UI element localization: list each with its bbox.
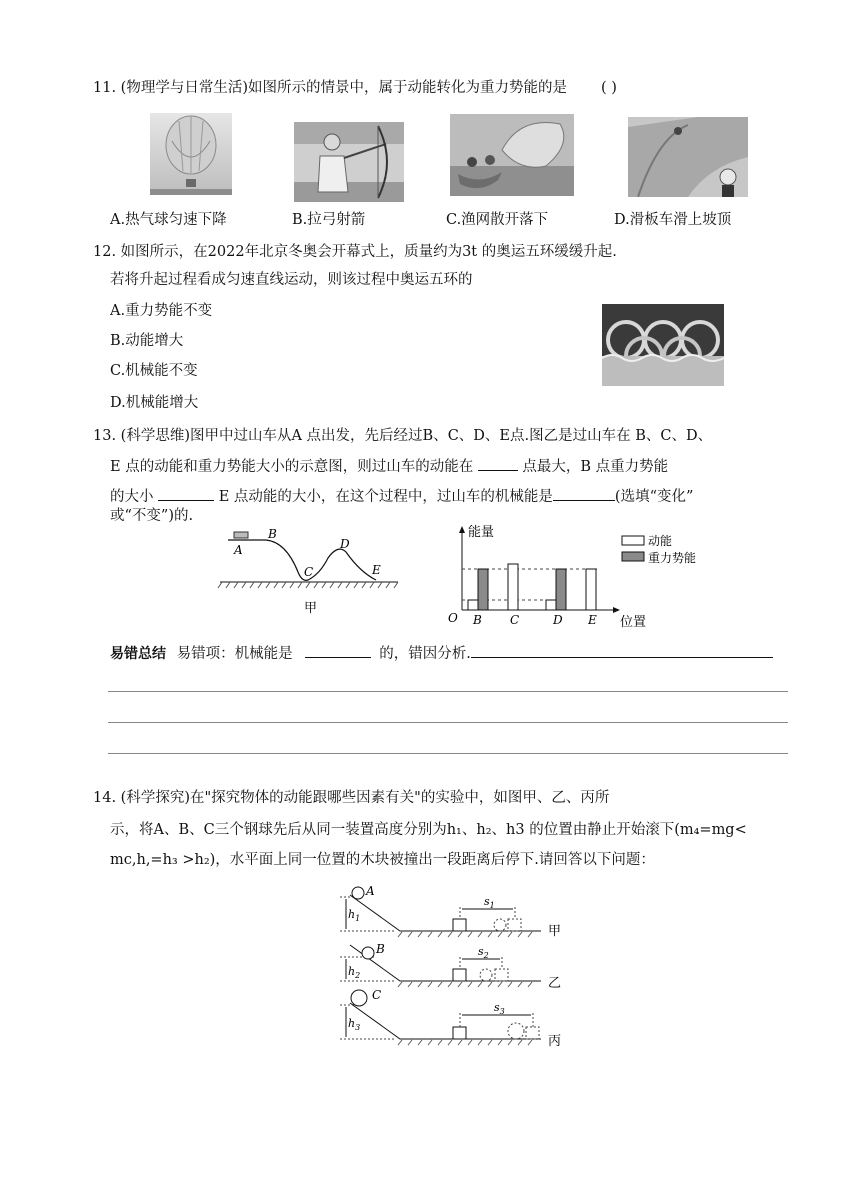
experiment-row-a bbox=[340, 885, 561, 939]
bar-d-kinetic bbox=[546, 600, 556, 610]
q14-stem-line2: 示，将A、B、C三个钢球先后从同一装置高度分别为h₁、h₂、h3 的位置由静止开始滚下(m₄=mg< bbox=[110, 822, 747, 838]
experiment-row-c bbox=[340, 988, 561, 1049]
q14-stem-line3: mc,h,=h₃ >h₂)，水平面上同一位置的木块被撞出一段距离后停下.请回答以下问题： bbox=[110, 852, 655, 868]
tick-d: D bbox=[553, 613, 563, 627]
bar-c-kinetic bbox=[508, 564, 518, 610]
q13-stem-line3: 的大小 E 点动能的大小，在这个过程中，过山车的机械能是 (选填“变化” bbox=[110, 486, 693, 507]
svg-text:h1: $h_1$ bbox=[348, 908, 361, 923]
legend-kinetic: 动能 bbox=[648, 534, 673, 548]
answer-line-2[interactable] bbox=[108, 722, 788, 723]
q12-option-a: A.重力势能不变 bbox=[110, 303, 213, 319]
bar-b-kinetic bbox=[468, 600, 478, 610]
q13-stem-line1: 13. (科学思维)图甲中过山车从A 点出发，先后经过B、C、D、E点.图乙是过山车在 B、C、D、 bbox=[93, 428, 713, 444]
origin-label: O bbox=[448, 611, 458, 625]
svg-text:s1: $s_1$ bbox=[484, 895, 495, 910]
q11-option-b: B.拉弓射箭 bbox=[292, 212, 366, 228]
svg-text:B: B bbox=[376, 942, 385, 956]
q13-stem-line4: 或“不变”)的. bbox=[110, 508, 194, 524]
answer-blank-2[interactable] bbox=[158, 486, 214, 501]
svg-text:s2: $s_2$ bbox=[478, 945, 489, 960]
point-c-label: C bbox=[304, 565, 314, 579]
legend-potential: 重力势能 bbox=[648, 551, 697, 565]
mistake-summary-title: 易错总结 bbox=[110, 646, 166, 662]
answer-line-1[interactable] bbox=[108, 691, 788, 692]
svg-text:h2: $h_2$ bbox=[348, 965, 361, 980]
figure-a-caption: 甲 bbox=[304, 601, 318, 616]
mistake-blank-1[interactable] bbox=[305, 643, 371, 658]
hot-air-balloon-photo bbox=[150, 113, 232, 195]
q14-stem-line1: 14. (科学探究)在"探究物体的动能跟哪些因素有关"的实验中，如图甲、乙、丙所 bbox=[93, 790, 610, 806]
answer-line-3[interactable] bbox=[108, 753, 788, 754]
point-a-label: A bbox=[234, 543, 243, 557]
svg-text:丙: 丙 bbox=[548, 1034, 562, 1049]
bar-e-kinetic bbox=[586, 569, 596, 610]
energy-bar-figure bbox=[440, 522, 700, 630]
bar-d-potential bbox=[556, 569, 566, 610]
svg-text:甲: 甲 bbox=[548, 924, 562, 939]
ramp-experiment-figure bbox=[336, 885, 576, 1051]
tick-b: B bbox=[473, 613, 482, 627]
svg-text:h3: $h_3$ bbox=[348, 1017, 361, 1032]
point-e-label: E bbox=[372, 563, 381, 577]
answer-blank-1[interactable] bbox=[478, 456, 518, 471]
olympic-rings-photo bbox=[602, 304, 724, 386]
bar-b-potential bbox=[478, 569, 488, 610]
q11-option-c: C.渔网散开落下 bbox=[446, 212, 549, 228]
q12-option-d: D.机械能增大 bbox=[110, 395, 199, 411]
mistake-blank-2[interactable] bbox=[471, 643, 773, 658]
skateboard-ramp-photo bbox=[628, 117, 748, 197]
q11-option-a: A.热气球匀速下降 bbox=[110, 212, 227, 228]
q12-stem-line2: 若将升起过程看成匀速直线运动，则该过程中奥运五环的 bbox=[110, 272, 473, 288]
svg-text:s3: $s_3$ bbox=[494, 1001, 505, 1016]
tick-e: E bbox=[588, 613, 597, 627]
svg-text:C: C bbox=[372, 988, 382, 1002]
tick-c: C bbox=[510, 613, 520, 627]
mistake-summary: 易错总结 易错项：机械能是 的，错因分析. bbox=[110, 643, 773, 664]
q11-stem: 11. (物理学与日常生活)如图所示的情景中，属于动能转化为重力势能的是 ( ) bbox=[93, 80, 617, 96]
archery-photo bbox=[294, 122, 404, 202]
svg-text:A: A bbox=[366, 885, 375, 898]
q12-option-c: C.机械能不变 bbox=[110, 363, 198, 379]
roller-coaster-track-figure bbox=[214, 528, 404, 620]
q12-option-b: B.动能增大 bbox=[110, 333, 184, 349]
svg-text:乙: 乙 bbox=[548, 976, 562, 991]
answer-blank-3[interactable] bbox=[553, 486, 615, 501]
fishing-net-photo bbox=[450, 114, 574, 196]
q13-stem-line2: E 点的动能和重力势能大小的示意图，则过山车的动能在 点最大，B 点重力势能 bbox=[110, 456, 668, 477]
point-d-label: D bbox=[340, 537, 350, 551]
q11-option-d: D.滑板车滑上坡顶 bbox=[614, 212, 732, 228]
y-axis-label: 能量 bbox=[468, 525, 495, 540]
q12-stem-line1: 12. 如图所示，在2022年北京冬奥会开幕式上，质量约为3t 的奥运五环缓缓升起. bbox=[93, 244, 617, 260]
x-axis-label: 位置 bbox=[620, 615, 647, 630]
point-b-label: B bbox=[268, 528, 277, 541]
